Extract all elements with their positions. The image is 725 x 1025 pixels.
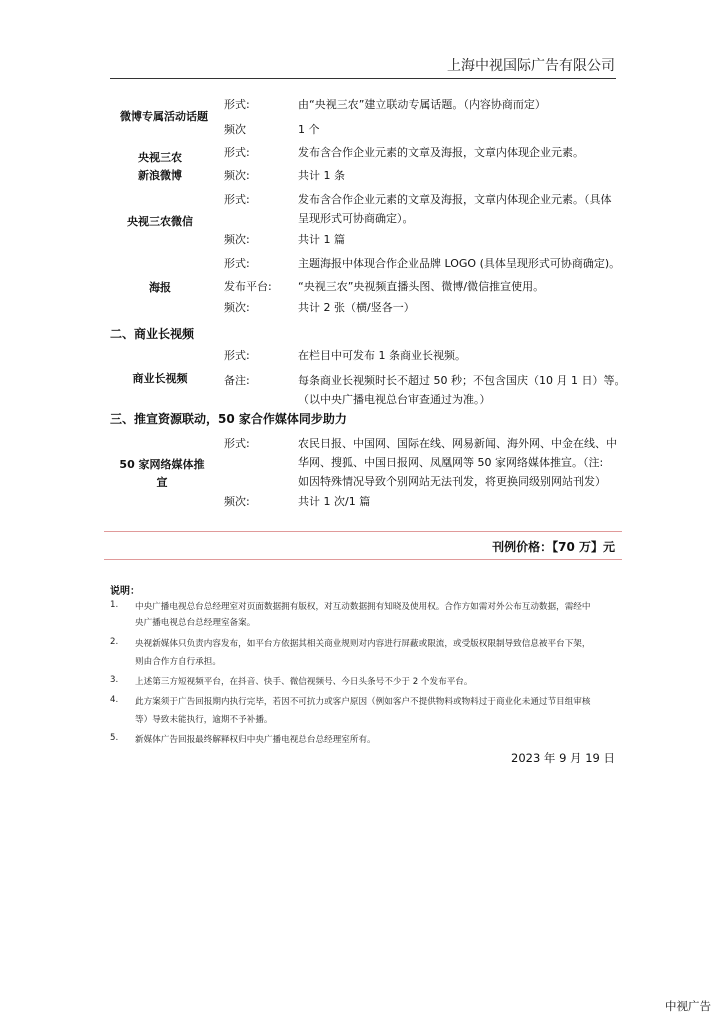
row-value: 如因特殊情况导致个别网站无法刊发，将更换同级别网站刊发）: [298, 475, 606, 488]
note-number: 4.: [110, 695, 119, 705]
row-value: 发布含合作企业元素的文章及海报，文章内体现企业元素。: [298, 146, 584, 159]
row-label: 频次:: [224, 233, 250, 246]
row-value: 共计 1 次/1 篇: [298, 495, 371, 508]
note-line: 上述第三方短视频平台，在抖音、快手、微信视频号、今日头条号不少于 2 个发布平台。: [135, 677, 473, 687]
row-value: “央视三农”央视频直播头图、微博/微信推宣使用。: [298, 280, 545, 293]
row-value: 华网、搜狐、中国日报网、凤凰网等 50 家网络媒体推宣。（注:: [298, 456, 604, 469]
section-heading: 二、商业长视频: [110, 327, 195, 341]
company-name: 上海中视国际广告有限公司: [447, 58, 615, 74]
note-line: 中央广播电视总台总经理室对页面数据拥有版权，对互动数据拥有知晓及使用权。合作方如需对外公布互动数据，需经中: [135, 602, 591, 612]
group-title: 微博专属活动话题: [120, 110, 208, 123]
note-number: 1.: [110, 600, 119, 610]
section-heading: 三、推宣资源联动，50 家合作媒体同步助力: [110, 412, 347, 426]
row-value: 呈现形式可协商确定）。: [298, 212, 414, 225]
row-label: 形式:: [224, 437, 250, 450]
row-label: 形式:: [224, 146, 250, 159]
group-title: 宣: [156, 476, 168, 489]
row-value: 每条商业长视频时长不超过 50 秒；不包含国庆（10 月 1 日）等。: [298, 374, 626, 387]
row-value: （以中央广播电视总台审查通过为准。）: [298, 393, 491, 406]
row-label: 发布平台:: [224, 280, 272, 293]
note-line: 则由合作方自行承担。: [135, 657, 221, 667]
row-label: 频次:: [224, 495, 250, 508]
note-number: 5.: [110, 733, 119, 743]
note-line: 央视新媒体只负责内容发布，如平台方依据其相关商业规则对内容进行屏蔽或限流，或受版权限制导致信息被平台下架，: [135, 639, 591, 649]
note-line: 新媒体广告回报最终解释权归中央广播电视总台总经理室所有。: [135, 735, 376, 745]
row-label: 形式:: [224, 98, 250, 111]
row-label: 备注:: [224, 374, 250, 387]
row-value: 共计 2 张（横/竖各一）: [298, 301, 415, 314]
note-line: 等）导致未能执行，逾期不予补播。: [135, 715, 273, 725]
group-title: 央视三农: [138, 151, 182, 164]
footer-brand: 中视广告: [665, 999, 711, 1013]
note-number: 3.: [110, 675, 119, 685]
note-line: 此方案须于广告回报期内执行完毕，若因不可抗力或客户原因（例如客户不提供物料或物料过于商业化未通过节目组审核: [135, 697, 591, 707]
row-value: 在栏目中可发布 1 条商业长视频。: [298, 349, 466, 362]
header-divider: [110, 78, 616, 79]
group-title: 海报: [149, 281, 171, 294]
row-value: 发布含合作企业元素的文章及海报，文章内体现企业元素。（具体: [298, 193, 612, 206]
row-value: 共计 1 篇: [298, 233, 345, 246]
price: 刊例价格：【70 万】元: [492, 540, 615, 554]
document-date: 2023 年 9 月 19 日: [511, 751, 615, 765]
price-bottom-rule: [104, 559, 622, 560]
row-label: 形式:: [224, 193, 250, 206]
group-title: 央视三农微信: [127, 215, 193, 228]
row-label: 频次:: [224, 169, 250, 182]
row-value: 农民日报、中国网、国际在线、网易新闻、海外网、中金在线、中: [298, 437, 617, 450]
row-label: 频次:: [224, 301, 250, 314]
row-value: 由“央视三农”建立联动专属话题。（内容协商而定）: [298, 98, 546, 111]
row-label: 形式:: [224, 257, 250, 270]
row-label: 频次: [224, 123, 246, 136]
row-value: 1 个: [298, 123, 320, 136]
row-value: 主题海报中体现合作企业品牌 LOGO (具体呈现形式可协商确定)。: [298, 257, 621, 270]
group-title: 新浪微博: [138, 169, 182, 182]
group-title: 商业长视频: [132, 372, 188, 385]
note-number: 2.: [110, 637, 119, 647]
group-title: 50 家网络媒体推: [119, 458, 205, 471]
notes-title: 说明：: [110, 586, 140, 597]
row-label: 形式:: [224, 349, 250, 362]
note-line: 央广播电视总台总经理室备案。: [135, 618, 256, 628]
row-value: 共计 1 条: [298, 169, 345, 182]
price-top-rule: [104, 531, 622, 532]
